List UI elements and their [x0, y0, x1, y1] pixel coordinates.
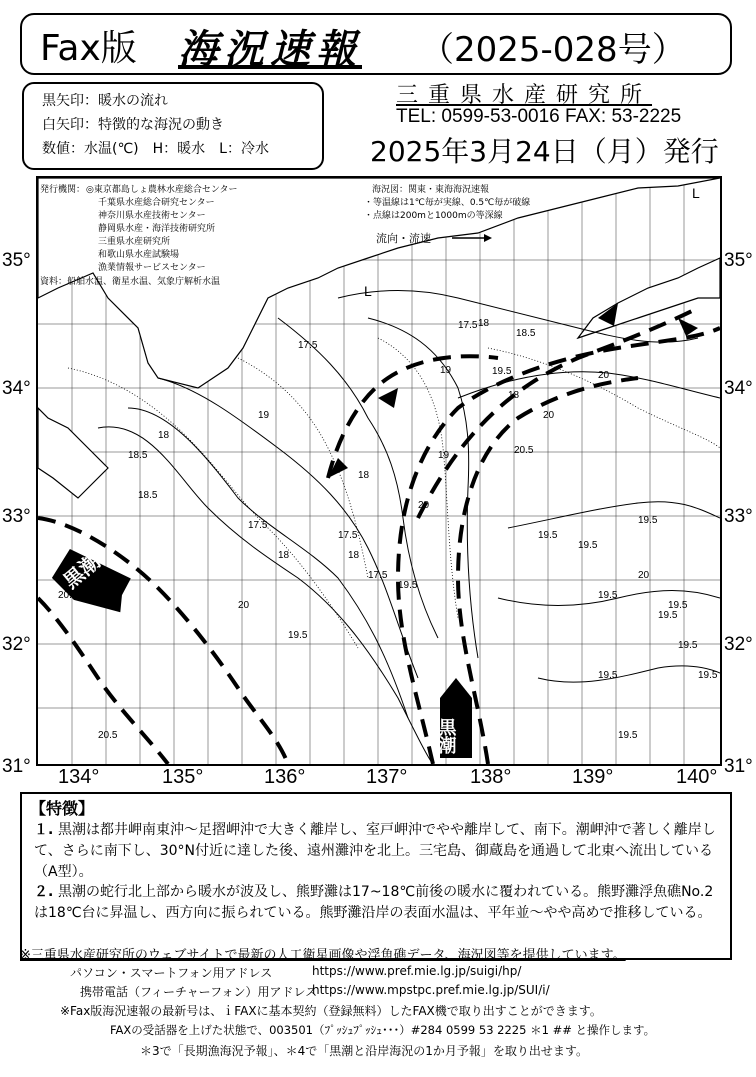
issuer-2: 神奈川県水産技術センター [98, 211, 206, 221]
fax-howto: FAXの受話器を上げた状態で、003501（ﾌﾟｯｼｭﾌﾟｯｼｭ･･･）#284 0599 53 2225 ＊1 ## と操作します。 [110, 1023, 656, 1037]
temperature-label: 19.5 [598, 670, 618, 681]
temperature-label: 18 [358, 470, 370, 481]
issuer-6: 漁業情報サービスセンター [98, 263, 206, 273]
lat-label-right-35: 35° [724, 250, 753, 271]
fax-note: ※Fax版海況速報の最新号は、ｉFAXに基本契約（登録無料）したFAX機で取り出すことができます。 [60, 1004, 602, 1018]
sea-condition-map [36, 176, 722, 766]
kuroshio-path [38, 308, 720, 764]
flow-legend-label: 流向・流速 [376, 232, 431, 245]
temperature-label: 18.5 [516, 328, 536, 339]
lat-label-33: 33° [2, 506, 31, 527]
issuer-5: 和歌山県水産試験場 [98, 250, 180, 260]
lon-label-140: 140° [676, 766, 718, 788]
temperature-label: 17.5 [458, 320, 478, 331]
flow-arrowhead-icon [484, 234, 492, 242]
temperature-label: 18.5 [138, 490, 158, 501]
temperature-label: 19.5 [538, 530, 558, 541]
lat-label-right-31: 31° [724, 756, 753, 777]
temperature-label: 19 [258, 410, 270, 421]
cold-marker-1: L [364, 283, 372, 299]
isotherm-note: ・等温線は1℃毎が実線、0.5℃毎が破線 [364, 198, 531, 208]
temperature-labels [58, 318, 718, 741]
lat-label-right-34: 34° [724, 378, 753, 399]
feature-text: 黒潮の蛇行北上部から暖水が波及し、熊野灘は17~18℃前後の暖水に覆われている。熊野灘浮魚礁No.2は18℃台に昇温し、西方向に振られている。熊野灘沿岸の表面水温は、平年並〜やや高めで推移している。 [34, 884, 714, 921]
issue-number: （2025-028号） [420, 30, 686, 70]
temperature-label: 18 [348, 550, 360, 561]
issuer-0: ◎東京都島しょ農林水産総合センター [86, 185, 238, 195]
temperature-label: 20.5 [58, 590, 78, 601]
feature-number: １. [34, 822, 54, 838]
temperature-label: 17.5 [298, 340, 318, 351]
pc-address-label: パソコン・スマートフォン用アドレス [70, 966, 273, 980]
temperature-label: 19.5 [658, 610, 678, 621]
kuroshio-arrow-east [436, 678, 473, 758]
fax-label: Fax版 [40, 28, 137, 69]
temperature-label: 20 [543, 410, 555, 421]
issue-date: 2025年3月24日（月）発行 [370, 135, 719, 168]
issuer-1: 千葉県水産総合研究センター [98, 198, 215, 208]
fax-options: ＊3で「長期漁海況予報」、＊4で「黒潮と沿岸海況の1か月予報」を取り出せます。 [140, 1044, 588, 1058]
mobile-address-label: 携帯電話（フィーチャーフォン）用アドレス [80, 985, 318, 999]
temperature-label: 19.5 [678, 640, 698, 651]
organization-name: 三重県水産研究所 [396, 83, 653, 108]
lat-label-right-32: 32° [724, 634, 753, 655]
feature-item-2 [34, 882, 719, 924]
kuroshio-label-east: 黒潮 [435, 718, 457, 754]
bathymetry-lines [68, 338, 720, 648]
temperature-label: 19 [440, 365, 452, 376]
legend-black-arrow: 黒矢印：暖水の流れ [42, 93, 168, 109]
feature-text: 黒潮は都井岬南東沖〜足摺岬沖で大きく離岸し、室戸岬沖でやや離岸して、南下。潮岬沖で著しく離岸して、さらに南下し、30°N付近に達した後、遠州灘沖を北上。三宅島、御蔵島を通過して北東へ流出している（A型）。 [34, 822, 716, 880]
bathy-note: ・点線は200mと1000mの等深線 [364, 211, 503, 221]
temperature-label: 19.5 [668, 600, 688, 611]
features-title: 【特徴】 [30, 799, 95, 818]
temperature-label: 18.5 [128, 450, 148, 461]
temperature-label: 19 [438, 450, 450, 461]
temperature-label: 20.5 [514, 445, 534, 456]
lat-label-right-33: 33° [724, 506, 753, 527]
temperature-label: 18 [158, 430, 170, 441]
feature-number: ２. [34, 884, 54, 900]
lon-label-139: 139° [572, 766, 614, 788]
lon-label-137: 137° [366, 766, 408, 788]
lat-label-32: 32° [2, 634, 31, 655]
website-note: ※三重県水産研究所のウェブサイトで最新の人工衛星画像や浮魚礁データ、海況図等を提供しています。 [20, 948, 626, 963]
lon-label-135: 135° [162, 766, 204, 788]
temperature-label: 20 [638, 570, 650, 581]
temperature-label: 20.5 [98, 730, 118, 741]
temperature-label: 18 [508, 390, 520, 401]
legend-white-arrow: 白矢印：特徴的な海況の動き [42, 117, 224, 133]
mobile-address-url[interactable]: https://www.mpstpc.pref.mie.lg.jp/SUI/i/ [312, 983, 550, 997]
feature-item-1 [34, 820, 719, 883]
temperature-label: 19.5 [698, 670, 718, 681]
lon-label-136: 136° [264, 766, 306, 788]
lat-label-35: 35° [2, 250, 31, 271]
issuer-4: 三重県水産研究所 [98, 237, 171, 247]
temperature-label: 19.5 [638, 515, 658, 526]
temperature-label: 20 [238, 600, 250, 611]
temperature-label: 17.5 [338, 530, 358, 541]
arrow-icon [678, 318, 698, 336]
arrow-icon [378, 388, 398, 408]
lon-label-138: 138° [470, 766, 512, 788]
temperature-label: 18 [478, 318, 490, 329]
legend-values: 数値：水温(℃) H：暖水 L：冷水 [42, 141, 269, 157]
lat-label-34: 34° [2, 378, 31, 399]
contact-info: TEL: 0599-53-0016 FAX: 53-2225 [396, 106, 682, 127]
temperature-label: 17.5 [368, 570, 388, 581]
temperature-label: 19.5 [578, 540, 598, 551]
temperature-label: 20 [598, 370, 610, 381]
lon-label-134: 134° [58, 766, 100, 788]
temperature-label: 19.5 [288, 630, 308, 641]
issuers-title: 発行機関： [40, 185, 86, 195]
map-type: 海況図：関東・東海海況速報 [372, 185, 490, 195]
page-title: 海況速報 [178, 27, 362, 73]
temperature-label: 19.5 [598, 590, 618, 601]
map-canvas [38, 178, 720, 764]
cold-marker-2: L [692, 185, 700, 201]
lat-label-31: 31° [2, 756, 31, 777]
kuroshio-label-west: 黒潮 [58, 549, 105, 594]
temperature-label: 19.5 [492, 366, 512, 377]
data-sources: 資料：船舶水温、衛星水温、気象庁解析水温 [40, 277, 221, 287]
temperature-label: 17.5 [248, 520, 268, 531]
temperature-label: 19.5 [618, 730, 638, 741]
issuer-3: 静岡県水産・海洋技術研究所 [98, 224, 216, 234]
temperature-label: 19.5 [398, 580, 418, 591]
temperature-label: 20 [418, 500, 430, 511]
kuroshio-arrow-west [44, 530, 143, 633]
pc-address-url[interactable]: https://www.pref.mie.lg.jp/suigi/hp/ [312, 964, 522, 978]
temperature-label: 18 [278, 550, 290, 561]
